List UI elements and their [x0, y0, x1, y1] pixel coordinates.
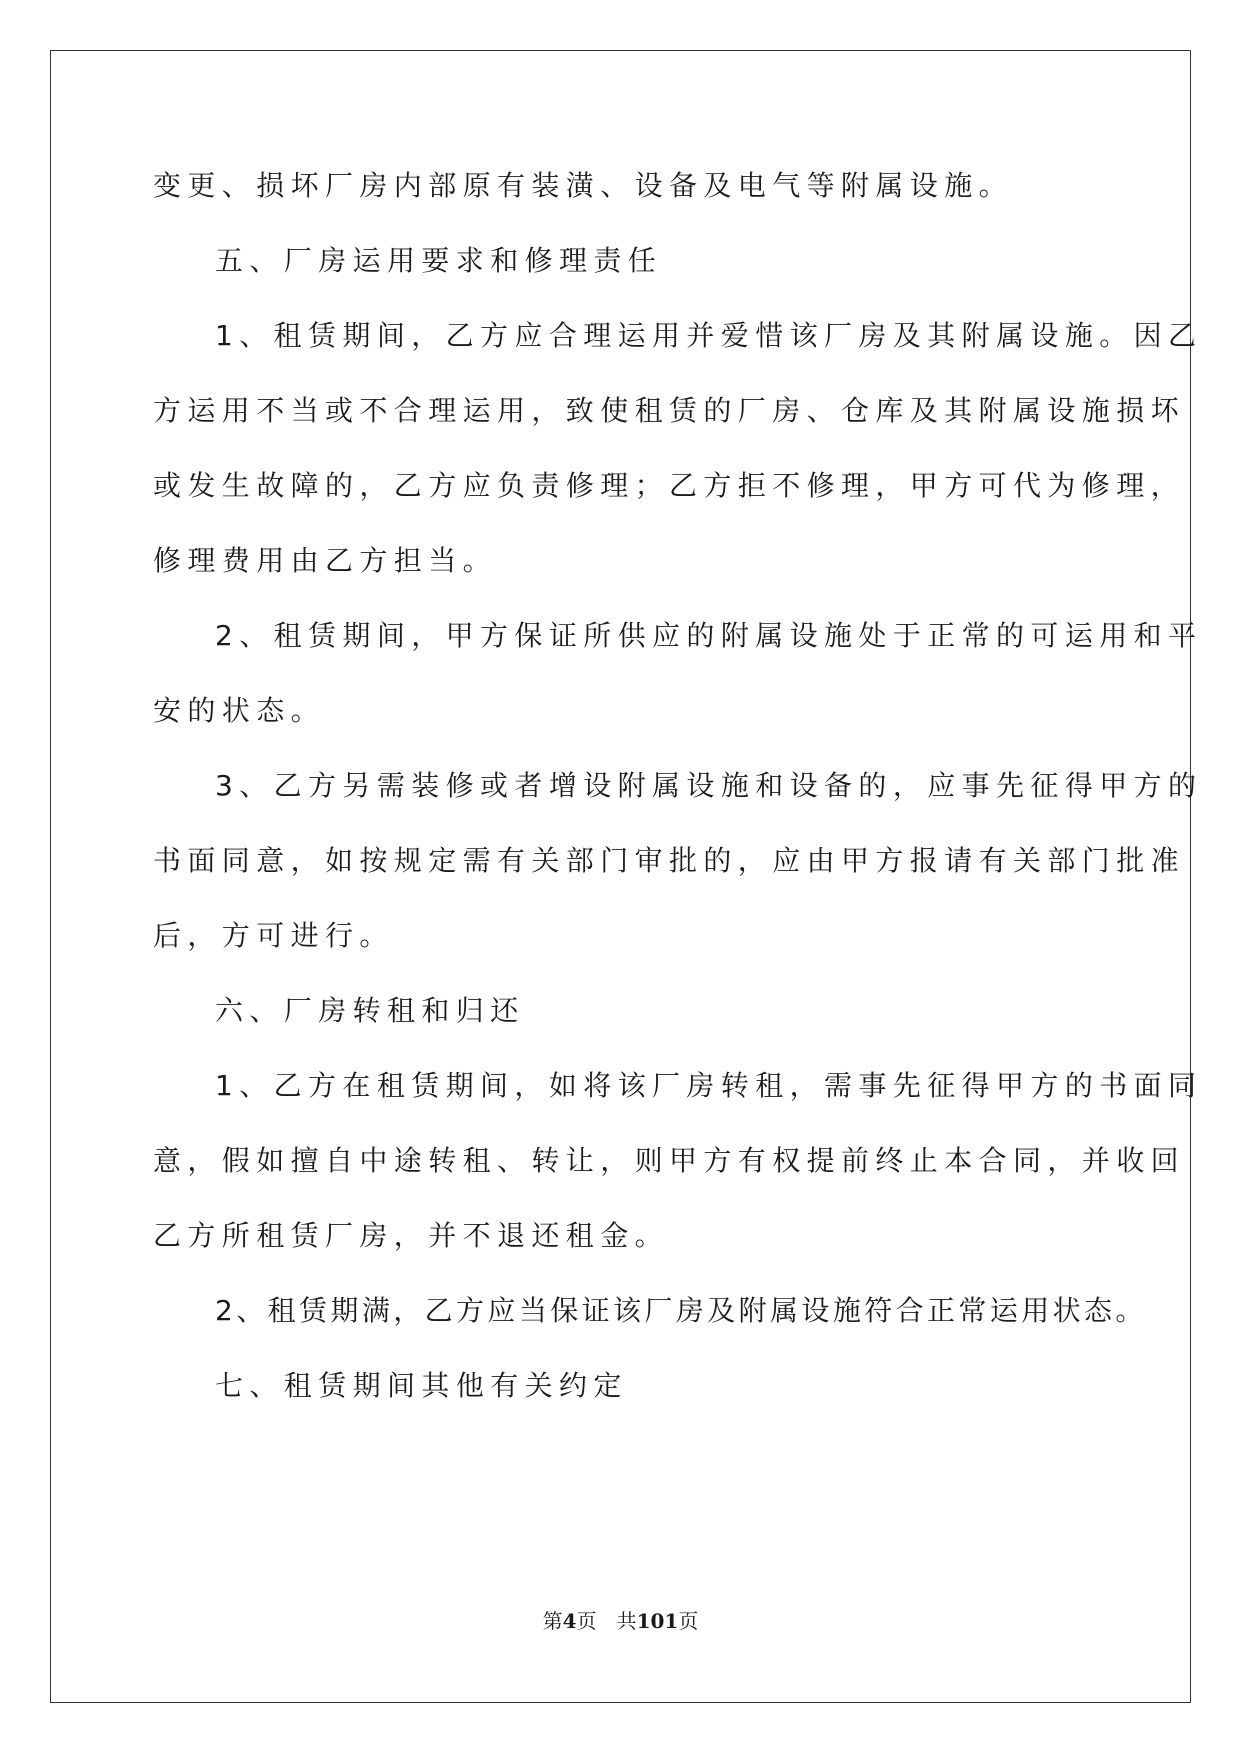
- total-suffix: 页: [678, 1609, 699, 1633]
- text-line: 后，方可进行。: [153, 919, 394, 952]
- section-heading: 七、租赁期间其他有关约定: [215, 1369, 628, 1402]
- text-line: 1、乙方在租赁期间，如将该厂房转租，需事先征得甲方的书面同: [215, 1069, 1203, 1102]
- total-pages: 101: [636, 1609, 679, 1633]
- text-line: 意，假如擅自中途转租、转让，则甲方有权提前终止本合同，并收回: [153, 1144, 1186, 1177]
- text-line: 2、租赁期间，甲方保证所供应的附属设施处于正常的可运用和平: [215, 619, 1203, 652]
- text-line: 安的状态。: [153, 694, 326, 727]
- page-prefix: 第: [542, 1609, 563, 1633]
- section-heading: 五、厂房运用要求和修理责任: [215, 244, 663, 277]
- page-number: 4: [562, 1609, 577, 1633]
- total-prefix: 共: [616, 1609, 637, 1633]
- page-footer: [0, 1608, 1241, 1634]
- text-line: 或发生故障的，乙方应负责修理；乙方拒不修理，甲方可代为修理，: [153, 469, 1186, 502]
- text-line: 3、乙方另需装修或者增设附属设施和设备的，应事先征得甲方的: [215, 769, 1203, 802]
- text-line: 乙方所租赁厂房，并不退还租金。: [153, 1219, 670, 1252]
- text-line: 变更、损坏厂房内部原有装潢、设备及电气等附属设施。: [153, 169, 1014, 202]
- text-line: 修理费用由乙方担当。: [153, 544, 498, 577]
- text-line: 方运用不当或不合理运用，致使租赁的厂房、仓库及其附属设施损坏: [153, 394, 1186, 427]
- text-line: 1、租赁期间，乙方应合理运用并爱惜该厂房及其附属设施。因乙: [215, 319, 1203, 352]
- page-suffix: 页: [576, 1609, 597, 1633]
- section-heading: 六、厂房转租和归还: [215, 994, 525, 1027]
- text-line: 书面同意，如按规定需有关部门审批的，应由甲方报请有关部门批准: [153, 844, 1186, 877]
- text-line: 2、租赁期满，乙方应当保证该厂房及附属设施符合正常运用状态。: [215, 1294, 1147, 1327]
